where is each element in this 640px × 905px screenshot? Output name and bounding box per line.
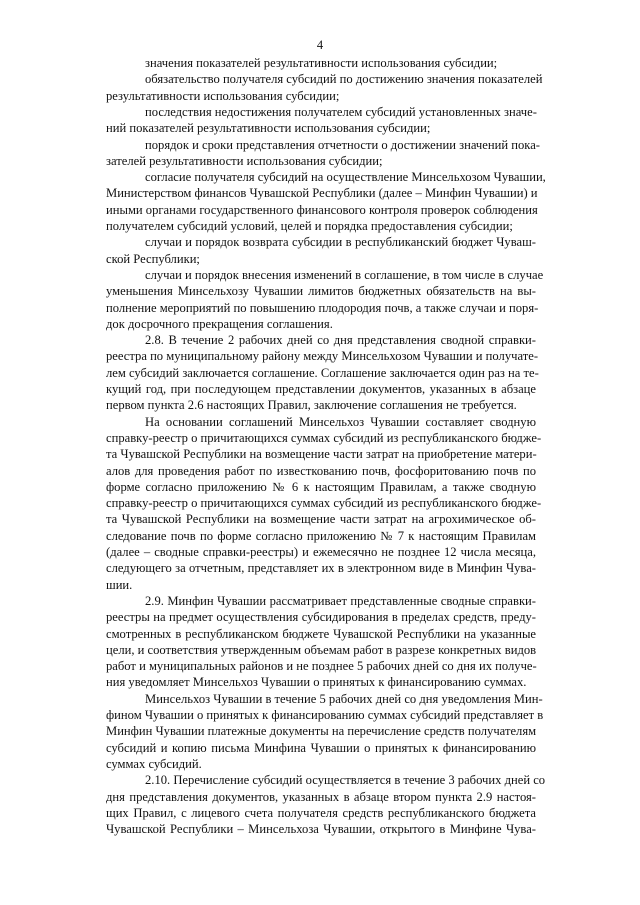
- text-line: шии.: [106, 577, 133, 592]
- text-line: работ и муниципальных районов и не позднее 5 рабочих дней со дня их получе-: [106, 659, 537, 674]
- text-line: ской Республики;: [106, 251, 200, 266]
- text-line: порядок и сроки представления отчетности о достижении значений пока-: [145, 137, 540, 152]
- text-line: иными органами государственного финансового контроля проверок соблюдения: [106, 202, 538, 217]
- text-line: цели, и соответствия утвержденным объемам работ в разрезе конкретных видов: [106, 642, 537, 657]
- text-line: форме согласно приложению № 6 к настоящим Правилам, а также сводную: [106, 479, 536, 494]
- text-line: Министерством финансов Чувашской Республики (далее – Минфин Чувашии) и: [106, 186, 538, 201]
- text-line: согласие получателя субсидий на осуществление Минсельхозом Чувашии,: [145, 170, 546, 185]
- text-line: полнение мероприятий по повышению плодородия почв, а также случаи и поря-: [106, 300, 539, 315]
- text-line: та Чувашской Республики на возмещение части затрат на приобретение матери-: [106, 447, 537, 462]
- text-line: зателей результативности использования субсидии;: [106, 153, 383, 168]
- text-line: щих Правил, с лицевого счета получателя средств республиканского бюджета: [106, 805, 536, 820]
- text-line: док досрочного прекращения соглашения.: [106, 316, 333, 331]
- text-line: случаи и порядок возврата субсидии в республиканский бюджет Чуваш-: [145, 235, 536, 250]
- text-line: следование почв по форме согласно приложению № 7 к настоящим Правилам: [106, 528, 536, 543]
- text-line: 2.9. Минфин Чувашии рассматривает представленные сводные справки-: [145, 593, 536, 608]
- text-line: 2.8. В течение 2 рабочих дней со дня представления сводной справки-: [145, 333, 536, 348]
- text-line: суммах субсидий.: [106, 756, 202, 771]
- text-line: реестры на предмет осуществления субсидирования в пределах средств, преду-: [106, 610, 536, 625]
- text-line: случаи и порядок внесения изменений в соглашение, в том числе в случае: [145, 267, 544, 282]
- text-line: получателем субсидий условий, целей и порядка предоставления субсидии;: [106, 219, 513, 233]
- text-line: результативности использования субсидии;: [106, 88, 340, 103]
- text-line: кущий год, при последующем представлении документов, указанных в абзаце: [106, 382, 536, 396]
- text-line: ния уведомляет Минсельхоз Чувашии о принятых к финансированию суммах.: [106, 675, 527, 690]
- text-line: та Чувашской Республики на возмещение части затрат на агрохимическое об-: [106, 512, 536, 527]
- text-line: 2.10. Перечисление субсидий осуществляется в течение 3 рабочих дней со: [145, 773, 546, 788]
- text-line: справку-реестр о причитающихся суммах субсидий из республиканского бюдже-: [106, 496, 542, 511]
- text-line: лем субсидий заключается соглашение. Соглашение заключается один раз на те-: [106, 365, 539, 380]
- text-line: обязательство получателя субсидий по достижению значения показателей: [145, 72, 543, 87]
- text-line: На основании соглашений Минсельхоз Чувашии составляет сводную: [145, 414, 536, 429]
- text-line: смотренных в республиканском бюджете Чувашской Республики на указанные: [106, 626, 536, 641]
- text-line: справку-реестр о причитающихся суммах субсидий из республиканского бюдже-: [106, 430, 542, 445]
- text-line: Минфин Чувашии платежные документы на перечисление средств получателям: [106, 724, 537, 739]
- text-line: субсидий и копию письма Минфина Чувашии о принятых к финансированию: [106, 740, 536, 755]
- text-line: уменьшения Минсельхозу Чувашии лимитов бюджетных обязательств на вы-: [106, 284, 536, 299]
- text-line: первом пункта 2.6 настоящих Правил, заключение соглашения не требуется.: [106, 398, 517, 413]
- text-line: последствия недостижения получателем субсидий установленных значе-: [145, 104, 537, 119]
- text-line: (далее – сводные справки-реестры) и ежемесячно не позднее 12 числа месяца,: [106, 545, 536, 559]
- text-line: значения показателей результативности использования субсидии;: [145, 56, 498, 70]
- text-line: Минсельхоз Чувашии в течение 5 рабочих дней со дня уведомления Мин-: [145, 691, 543, 706]
- text-line: следующего за отчетным, представляет их в электронном виде в Минфин Чува-: [106, 561, 536, 576]
- text-line: фином Чувашии о принятых к финансированию суммах субсидий представляет в: [106, 708, 544, 722]
- text-line: реестра по муниципальному району между Минсельхозом Чувашии и получате-: [106, 349, 539, 364]
- page-number: 4: [316, 38, 324, 52]
- text-line: Чувашской Республики – Минсельхоза Чувашии, открытого в Минфине Чува-: [106, 822, 536, 837]
- text-line: ний показателей результативности использования субсидии;: [106, 121, 431, 136]
- text-line: дня представления документов, указанных в абзаце втором пункта 2.9 настоя-: [106, 789, 536, 804]
- text-line: алов для проведения работ по известкованию почв, фосфоритованию почв по: [106, 463, 536, 478]
